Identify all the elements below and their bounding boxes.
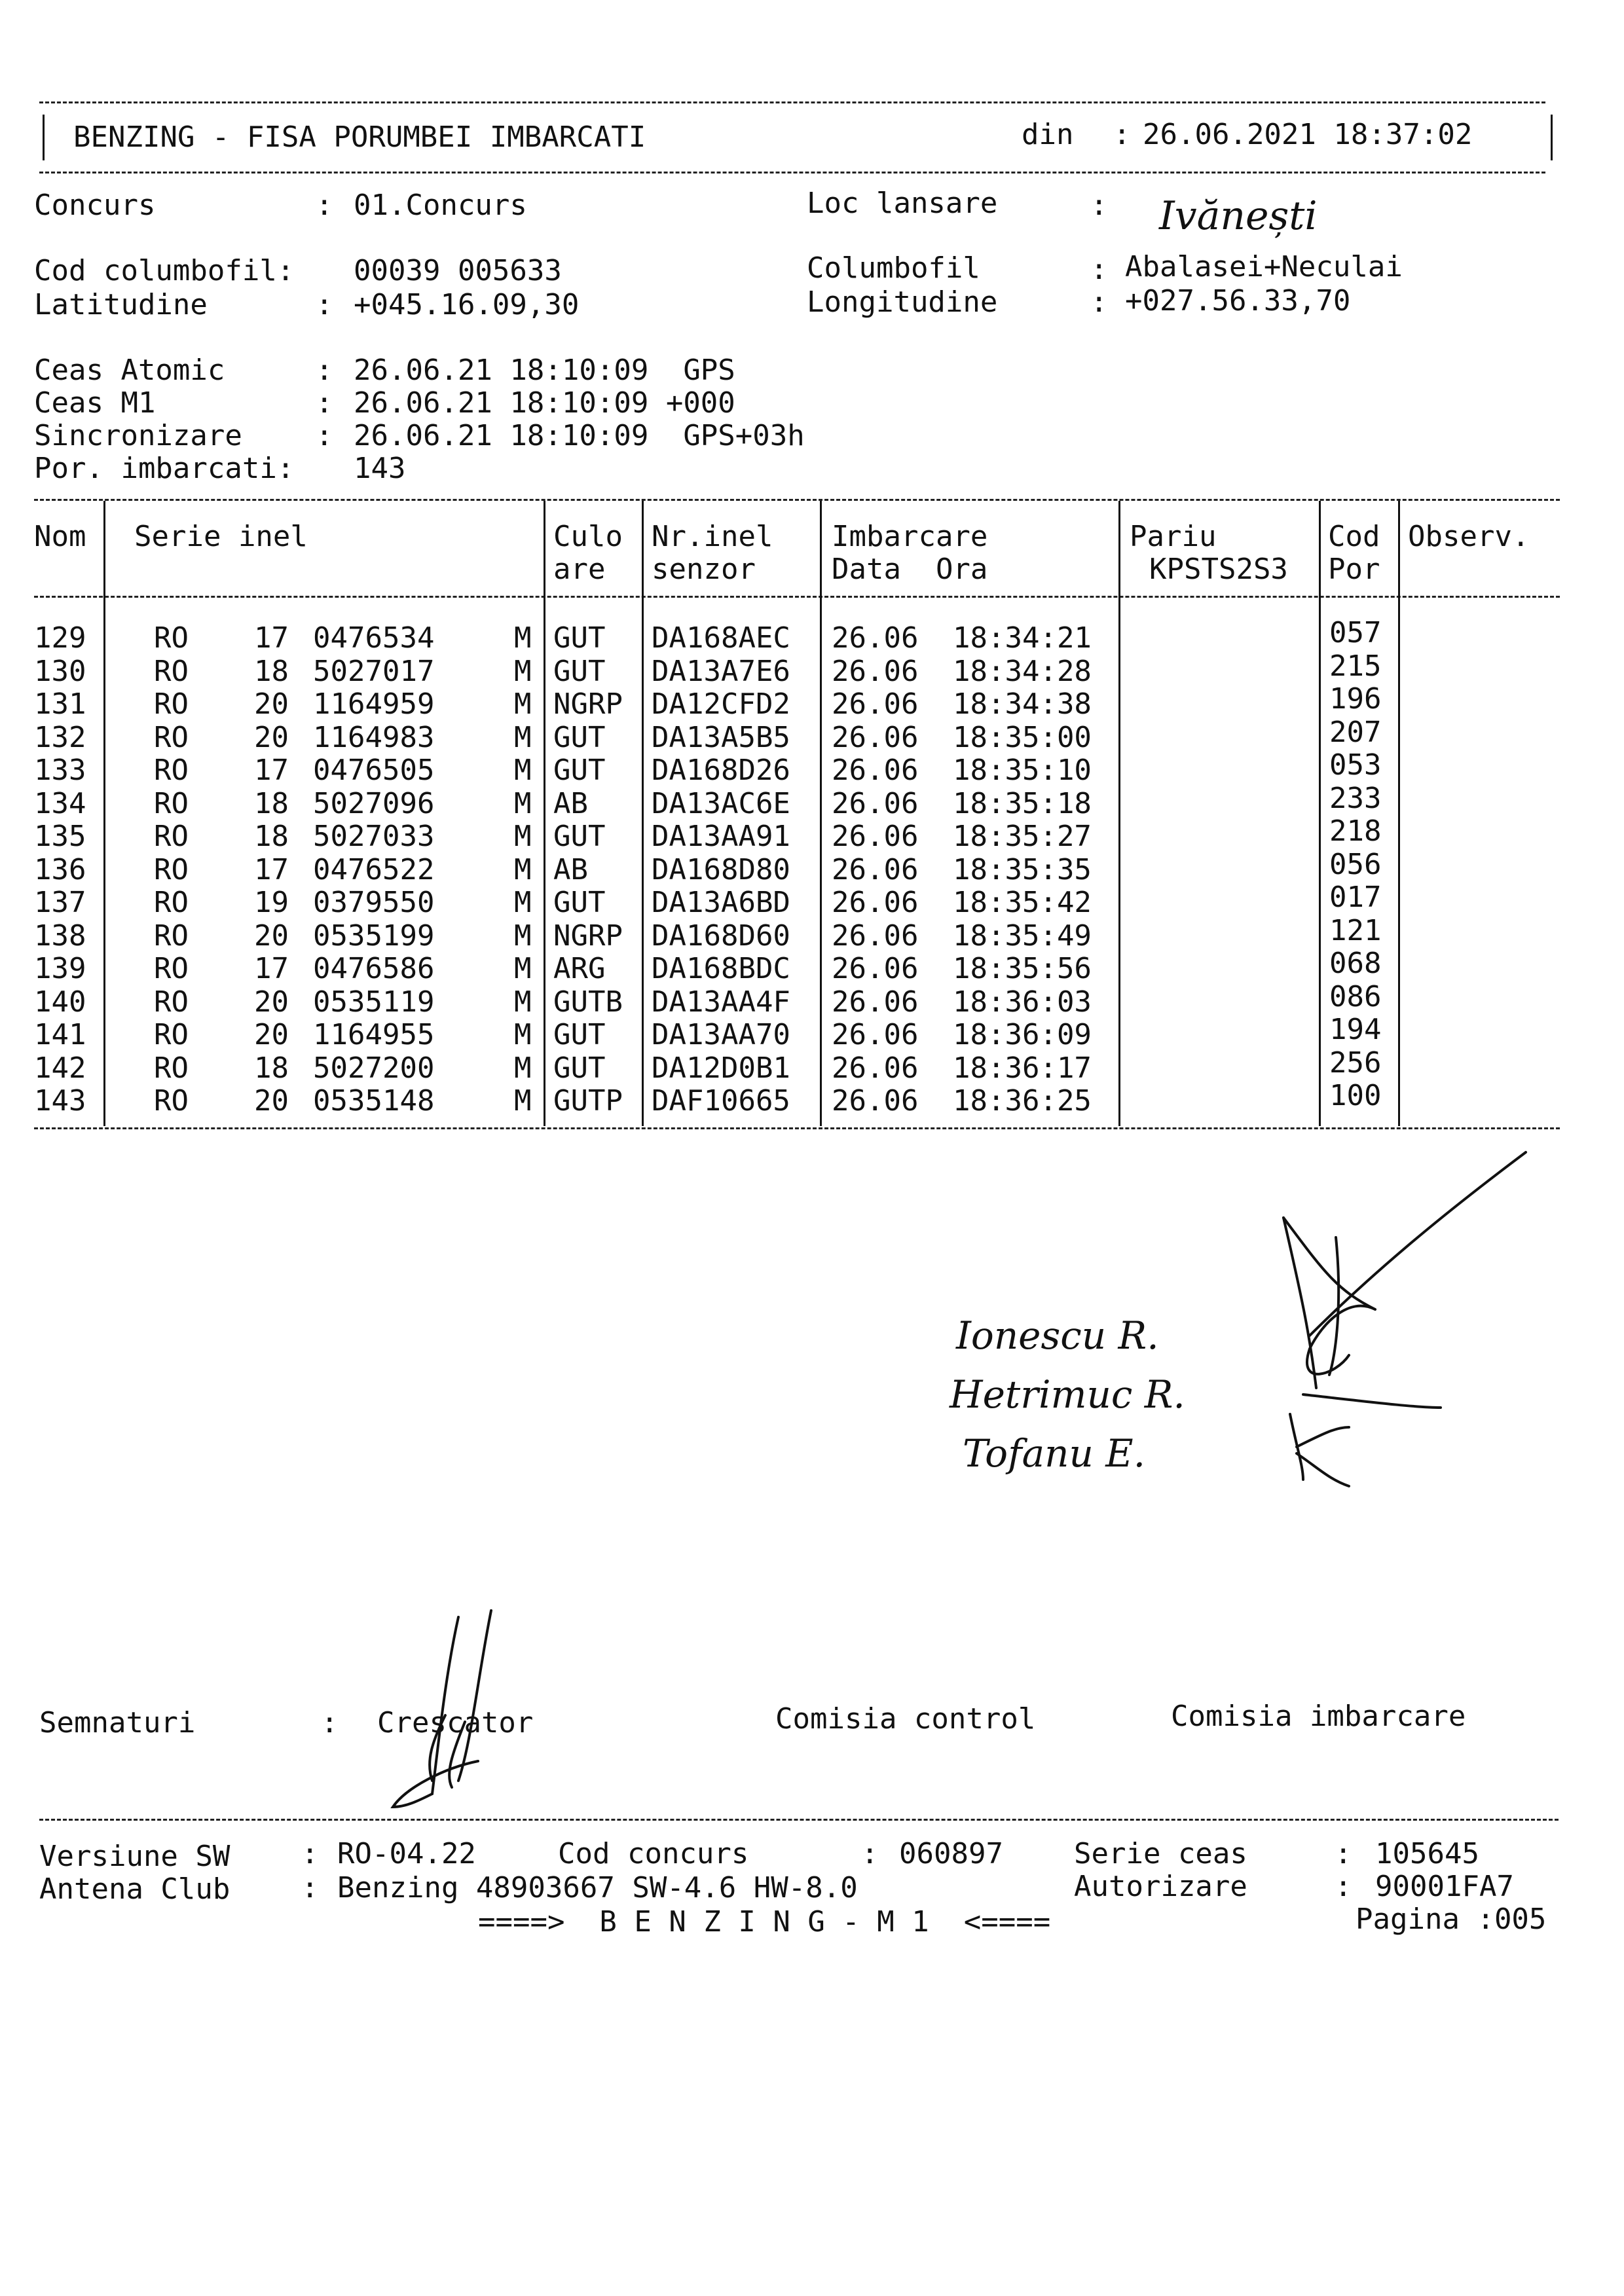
cell-nr: 0535148 [313,1084,435,1118]
header-top-rule [39,101,1545,103]
cell-sex: M [514,621,532,655]
colon: : [316,386,333,420]
cell-cod: 086 [1329,979,1382,1013]
sincronizare-value: 26.06.21 18:10:09 GPS+03h [354,419,805,452]
cell-data: 26.06 [832,1051,919,1085]
cell-nom: 135 [34,820,86,853]
cell-culoare: GUT [553,621,606,655]
cell-data: 26.06 [832,754,919,787]
cell-an: 20 [254,985,289,1019]
cell-culoare: GUTB [553,985,623,1019]
cell-culoare: GUT [553,886,606,919]
header-bottom-rule [39,172,1545,173]
cell-sex: M [514,1018,532,1051]
cell-nom: 140 [34,985,86,1019]
colon: : [301,1871,319,1904]
header-culo: Culo [553,520,623,553]
cell-cod: 056 [1329,847,1382,881]
cell-nr: 0476534 [313,621,435,655]
cell-nom: 137 [34,886,86,919]
columbofil-label: Columbofil [807,251,980,285]
benzing-banner: ====> B E N Z I N G - M 1 <==== [478,1905,1051,1939]
semnaturi-label: Semnaturi [39,1706,196,1740]
header-nr-inel: Nr.inel [652,520,773,553]
cell-data: 26.06 [832,985,919,1019]
cell-senzor: DA168D60 [652,919,790,953]
cell-cod: 121 [1329,913,1382,947]
cell-data: 26.06 [832,786,919,820]
header-observ: Observ. [1408,520,1530,553]
cell-data: 26.06 [832,720,919,754]
svg-text:Tofanu E.: Tofanu E. [963,1431,1146,1476]
header-nom: Nom [34,520,86,553]
colon: : [1335,1837,1352,1870]
colon: : [316,288,333,321]
cell-senzor: DA13AC6E [652,786,790,820]
latitudine-value: +045.16.09,30 [354,288,580,321]
svg-text:Ivănești: Ivănești [1159,193,1318,239]
cell-nr: 5027017 [313,654,435,688]
colon: : [1335,1870,1352,1903]
header-senzor: senzor [652,553,756,586]
antena-value: Benzing 48903667 SW-4.6 HW-8.0 [337,1871,858,1904]
cell-nr: 0476505 [313,754,435,787]
serie-ceas-value: 105645 [1375,1837,1479,1870]
cell-senzor: DA13A5B5 [652,720,790,754]
cell-nr: 0476586 [313,952,435,985]
cell-data: 26.06 [832,919,919,953]
latitudine-label: Latitudine [34,288,208,321]
cell-cod: 053 [1329,748,1382,782]
cell-nom: 136 [34,852,86,886]
cell-ora: 18:35:10 [953,754,1092,787]
cell-cod: 100 [1329,1079,1382,1112]
cell-sex: M [514,919,532,953]
header-pariu: Pariu [1130,520,1217,553]
cell-tara: RO [154,886,189,919]
cell-sex: M [514,654,532,688]
serie-ceas-label: Serie ceas [1074,1837,1247,1870]
cell-cod: 215 [1329,649,1382,683]
cell-culoare: AB [553,786,588,820]
footer-rule [39,1819,1559,1821]
loc-lansare-handwriting [1159,183,1382,255]
cell-ora: 18:36:03 [953,985,1092,1019]
cell-data: 26.06 [832,1084,919,1118]
colon: : [316,419,333,452]
sincronizare-label: Sincronizare [34,419,242,452]
colon: : [316,354,333,387]
cell-tara: RO [154,919,189,953]
cell-tara: RO [154,786,189,820]
colon: : [316,189,333,222]
cell-culoare: NGRP [553,919,623,953]
cell-nr: 1164983 [313,720,435,754]
cell-nr: 5027096 [313,786,435,820]
comisia-imbarcare-label: Comisia imbarcare [1171,1700,1466,1733]
cell-senzor: DA13AA4F [652,985,790,1019]
ceas-m1-value: 26.06.21 18:10:09 +000 [354,386,735,420]
autorizare-label: Autorizare [1074,1870,1247,1903]
cell-an: 20 [254,720,289,754]
cell-senzor: DA13AA91 [652,820,790,853]
cell-sex: M [514,687,532,721]
cell-nr: 0476522 [313,852,435,886]
cell-ora: 18:35:27 [953,820,1092,853]
cell-ora: 18:35:00 [953,720,1092,754]
cell-culoare: NGRP [553,687,623,721]
autorizare-value: 90001FA7 [1375,1870,1514,1903]
cell-tara: RO [154,754,189,787]
colon: : [1090,253,1108,286]
cell-an: 17 [254,952,289,985]
cod-concurs-label: Cod concurs [558,1837,749,1870]
cell-senzor: DA168BDC [652,952,790,985]
cell-sex: M [514,852,532,886]
col-sep-nom [103,501,105,1126]
cell-an: 20 [254,1084,289,1118]
cell-cod: 057 [1329,616,1382,649]
cell-nr: 0379550 [313,886,435,919]
date-colon: : [1113,118,1131,151]
cell-culoare: AB [553,852,588,886]
concurs-value: 01.Concurs [354,189,527,222]
versiune-value: RO-04.22 [337,1837,476,1870]
cell-tara: RO [154,1018,189,1051]
por-imbarcati-label: Por. imbarcati: [34,452,295,485]
cell-culoare: GUT [553,820,606,853]
cell-nom: 141 [34,1018,86,1051]
cell-ora: 18:35:35 [953,852,1092,886]
cell-an: 17 [254,852,289,886]
cell-data: 26.06 [832,687,919,721]
cell-tara: RO [154,720,189,754]
cell-nom: 143 [34,1084,86,1118]
header-serie-inel: Serie inel [134,520,308,553]
cell-cod: 233 [1329,781,1382,815]
cell-tara: RO [154,687,189,721]
cell-nom: 132 [34,720,86,754]
cell-sex: M [514,754,532,787]
cell-nom: 138 [34,919,86,953]
cell-ora: 18:35:56 [953,952,1092,985]
cell-tara: RO [154,621,189,655]
cell-ora: 18:35:49 [953,919,1092,953]
antena-label: Antena Club [39,1872,231,1906]
cell-tara: RO [154,654,189,688]
cell-ora: 18:35:42 [953,886,1092,919]
longitudine-label: Longitudine [807,285,998,319]
col-sep-serie [544,501,545,1126]
colon: : [1090,285,1108,319]
cell-an: 20 [254,919,289,953]
cell-culoare: GUTP [553,1084,623,1118]
table-top-rule [34,499,1560,501]
pagina: Pagina :005 [1356,1903,1547,1936]
header-are: are [553,553,606,586]
colon: : [861,1837,879,1870]
cell-an: 19 [254,886,289,919]
commission-handwriting [917,1139,1545,1545]
col-sep-culoare [642,501,644,1126]
comisia-control-label: Comisia control [775,1702,1036,1736]
cell-cod: 196 [1329,682,1382,716]
cod-columbofil-label: Cod columbofil: [34,254,295,287]
cell-an: 18 [254,820,289,853]
cell-culoare: GUT [553,654,606,688]
cell-ora: 18:36:09 [953,1018,1092,1051]
cell-tara: RO [154,985,189,1019]
cell-data: 26.06 [832,654,919,688]
cell-senzor: DA12D0B1 [652,1051,790,1085]
cell-data: 26.06 [832,820,919,853]
cell-data: 26.06 [832,852,919,886]
cell-senzor: DA168D26 [652,754,790,787]
cell-an: 20 [254,687,289,721]
cell-tara: RO [154,952,189,985]
cell-an: 17 [254,621,289,655]
colon: : [321,1706,339,1740]
cell-nr: 5027200 [313,1051,435,1085]
cell-cod: 194 [1329,1013,1382,1046]
cell-nom: 134 [34,786,86,820]
col-sep-imbarcare [1118,501,1120,1126]
versiune-label: Versiune SW [39,1840,231,1873]
cell-senzor: DA13A6BD [652,886,790,919]
cell-nom: 139 [34,952,86,985]
col-sep-senzor [820,501,822,1126]
svg-text:Ionescu R.: Ionescu R. [956,1313,1159,1358]
header-imbarcare: Imbarcare [832,520,988,553]
cell-cod: 207 [1329,715,1382,749]
header-data-ora: Data Ora [832,553,988,586]
ceas-atomic-label: Ceas Atomic [34,354,225,387]
table-header-rule [34,596,1560,598]
cell-senzor: DA13AA70 [652,1018,790,1051]
cell-ora: 18:34:38 [953,687,1092,721]
document-title: BENZING - FISA PORUMBEI IMBARCATI [73,120,646,154]
columbofil-value: Abalasei+Neculai [1125,250,1403,283]
cell-ora: 18:34:28 [953,654,1092,688]
longitudine-value: +027.56.33,70 [1125,284,1351,318]
loc-lansare-label: Loc lansare [807,187,998,220]
cell-nom: 130 [34,654,86,688]
cell-tara: RO [154,820,189,853]
cell-ora: 18:36:17 [953,1051,1092,1085]
cell-nom: 131 [34,687,86,721]
cell-senzor: DA168AEC [652,621,790,655]
cell-culoare: ARG [553,952,606,985]
cell-an: 17 [254,754,289,787]
cell-data: 26.06 [832,1018,919,1051]
cell-senzor: DA12CFD2 [652,687,790,721]
header-right-border [1551,115,1553,160]
cell-nr: 5027033 [313,820,435,853]
header-kpsts: KPSTS2S3 [1149,553,1288,586]
cell-sex: M [514,820,532,853]
header-por: Por [1328,553,1380,586]
colon: : [301,1837,319,1870]
cell-culoare: GUT [553,1051,606,1085]
crescator-signature [367,1611,537,1820]
cell-an: 20 [254,1018,289,1051]
cell-ora: 18:36:25 [953,1084,1092,1118]
cell-data: 26.06 [832,886,919,919]
cell-an: 18 [254,654,289,688]
concurs-label: Concurs [34,189,156,222]
cell-sex: M [514,786,532,820]
table-bottom-rule [34,1127,1560,1129]
cell-ora: 18:34:21 [953,621,1092,655]
cell-ora: 18:35:18 [953,786,1092,820]
cell-an: 18 [254,786,289,820]
cell-culoare: GUT [553,720,606,754]
cell-nr: 0535119 [313,985,435,1019]
cell-tara: RO [154,1051,189,1085]
cell-data: 26.06 [832,952,919,985]
cell-nr: 1164955 [313,1018,435,1051]
document-date: 26.06.2021 18:37:02 [1143,118,1473,151]
svg-text:Hetrimuc R.: Hetrimuc R. [950,1372,1185,1417]
cell-cod: 017 [1329,881,1382,914]
ceas-m1-label: Ceas M1 [34,386,156,420]
colon: : [1090,189,1108,222]
cell-sex: M [514,1084,532,1118]
cell-senzor: DA168D80 [652,852,790,886]
cell-data: 26.06 [832,621,919,655]
date-label: din [1022,118,1074,151]
cell-sex: M [514,1051,532,1085]
por-imbarcati-value: 143 [354,452,406,485]
cell-nr: 1164959 [313,687,435,721]
cell-tara: RO [154,1084,189,1118]
cell-cod: 256 [1329,1046,1382,1080]
cell-nom: 142 [34,1051,86,1085]
cell-senzor: DAF10665 [652,1084,790,1118]
cell-culoare: GUT [553,1018,606,1051]
cell-senzor: DA13A7E6 [652,654,790,688]
cell-culoare: GUT [553,754,606,787]
cell-sex: M [514,952,532,985]
cell-nr: 0535199 [313,919,435,953]
cell-sex: M [514,886,532,919]
cod-concurs-value: 060897 [899,1837,1003,1870]
col-sep-cod [1398,501,1400,1126]
cell-nom: 133 [34,754,86,787]
cell-tara: RO [154,852,189,886]
cell-nom: 129 [34,621,86,655]
crescator-label: Crescator [377,1706,534,1740]
cell-sex: M [514,985,532,1019]
cell-an: 18 [254,1051,289,1085]
header-cod: Cod [1328,520,1380,553]
cell-cod: 218 [1329,814,1382,848]
header-left-border [43,115,45,160]
cod-columbofil-value: 00039 005633 [354,254,562,287]
cell-cod: 068 [1329,947,1382,980]
col-sep-pariu [1319,501,1321,1126]
cell-sex: M [514,720,532,754]
ceas-atomic-value: 26.06.21 18:10:09 GPS [354,354,735,387]
